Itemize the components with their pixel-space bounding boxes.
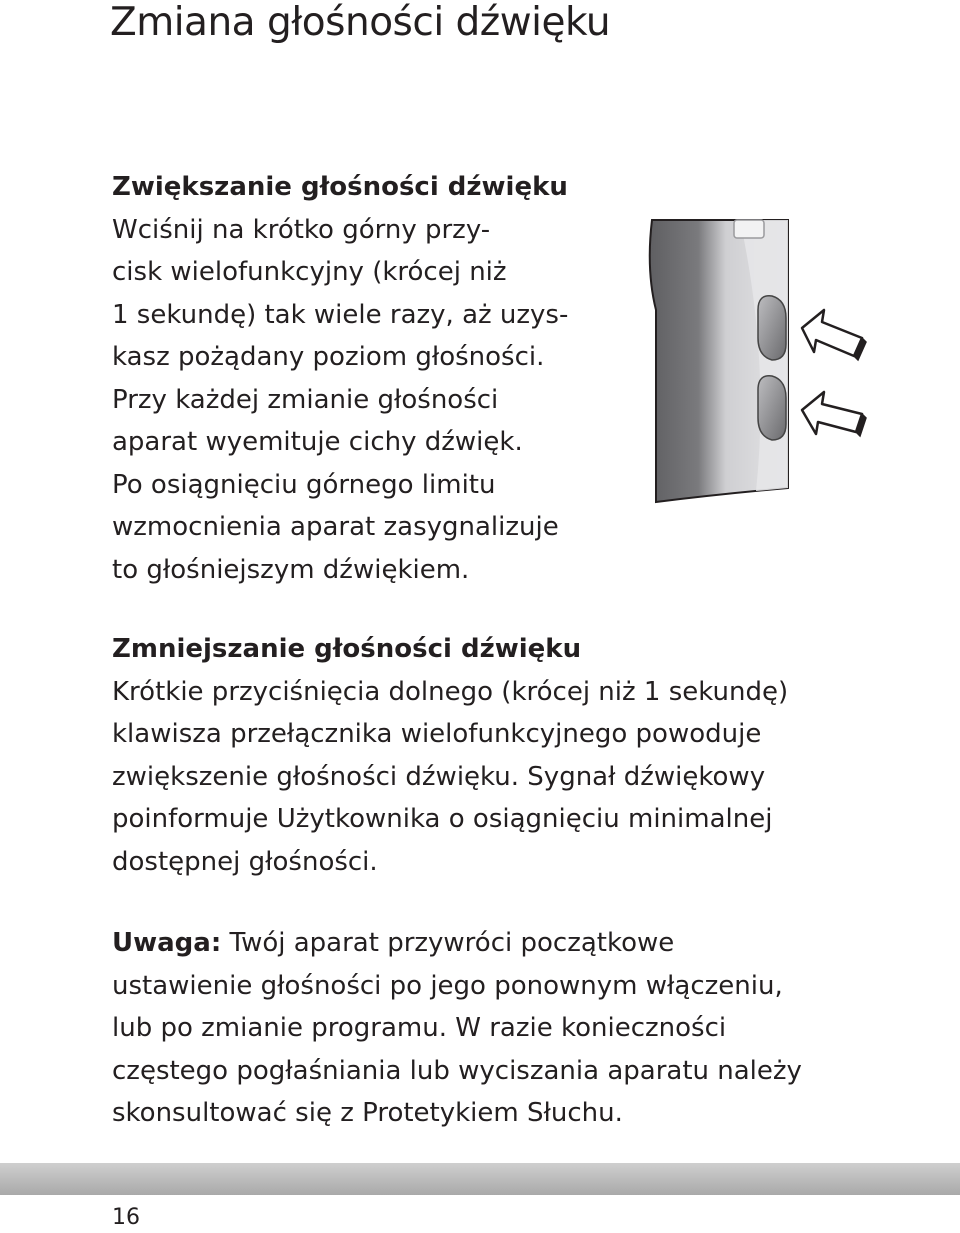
note-first-line	[112, 922, 932, 965]
increase-text-line: Po osiągnięciu górnego limitu	[112, 469, 496, 500]
note-first-line-text: Twój aparat przywróci początkowe	[221, 928, 675, 958]
decrease-text-line: dostępnej głośności.	[112, 846, 378, 877]
increase-text-line: 1 sekundę) tak wiele razy, aż uzys-	[112, 299, 569, 330]
increase-text-line: to głośniejszym dźwiękiem.	[112, 554, 470, 585]
decrease-text-line: klawisza przełącznika wielofunkcyjnego powoduje	[112, 719, 762, 749]
note-text-line: ustawienie głośności po jego ponownym włączeniu,	[112, 970, 783, 1001]
decrease-text-line: poinformuje Użytkownika o osiągnięciu minimalnej	[112, 804, 773, 834]
increase-text-line: kasz pożądany poziom głośności.	[112, 342, 545, 372]
arrow-left-icon	[802, 392, 866, 436]
footer-bar	[0, 1163, 960, 1195]
note-text-line: częstego pogłaśniania lub wyciszania aparatu należy	[112, 1055, 802, 1086]
decrease-text-line: zwiększenie głośności dźwięku. Sygnał dźwiękowy	[112, 761, 766, 792]
note-text-line: lub po zmianie programu. W razie konieczności	[112, 1013, 727, 1043]
page-title: Zmiana głośności dźwięku	[110, 0, 611, 45]
decrease-text-line: Krótkie przyciśnięcia dolnego (krócej niż 1 sekundę)	[112, 676, 789, 707]
arrow-left-icon	[802, 310, 866, 360]
increase-volume-section	[112, 166, 632, 591]
increase-volume-heading: Zwiększanie głośności dźwięku	[112, 172, 568, 202]
note-label: Uwaga:	[112, 928, 222, 958]
increase-text-line: Wciśnij na krótko górny przy-	[112, 214, 491, 245]
note-text-line: skonsultować się z Protetykiem Słuchu.	[112, 1098, 623, 1128]
increase-text-line: cisk wielofunkcyjny (krócej niż	[112, 257, 507, 287]
hearing-aid-buttons-illustration	[640, 210, 880, 510]
decrease-volume-section	[112, 628, 912, 883]
footer-strip	[0, 1195, 960, 1233]
decrease-volume-heading: Zmniejszanie głośności dźwięku	[112, 634, 582, 664]
increase-text-line: aparat wyemituje cichy dźwięk.	[112, 427, 523, 457]
increase-text-line: wzmocnienia aparat zasygnalizuje	[112, 512, 559, 542]
note-section	[112, 922, 932, 1135]
hearing-aid-icon	[640, 210, 880, 510]
increase-text-line: Przy każdej zmianie głośności	[112, 384, 499, 415]
page-number: 16	[112, 1205, 140, 1230]
